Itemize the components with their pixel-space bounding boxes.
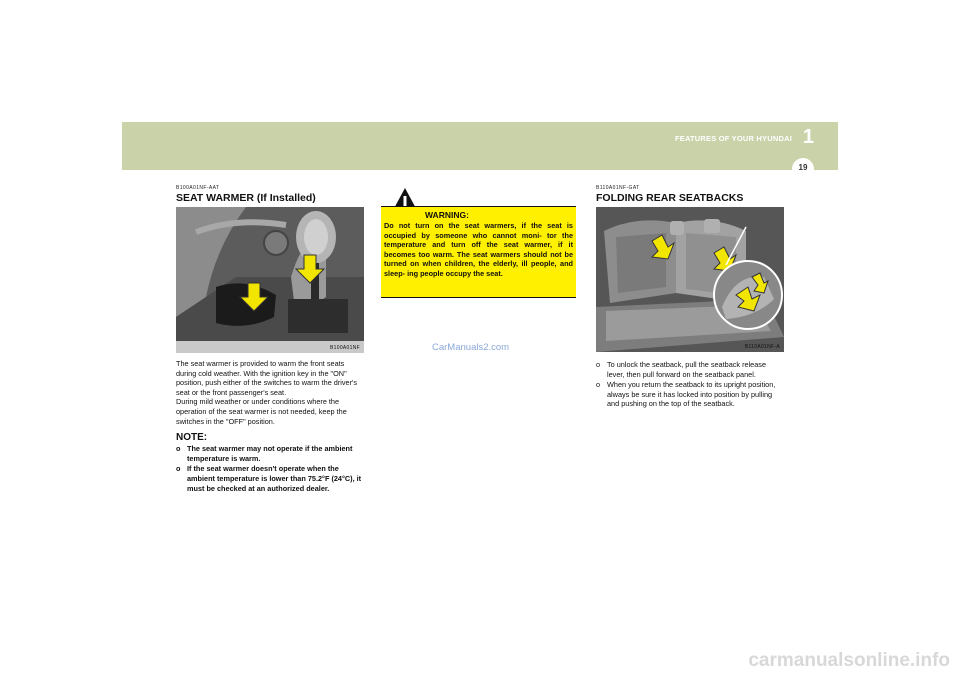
list-item-text: When you return the seatback to its upright position, always be sure it has locked into position by pulling and pushing on the top of the seatback. xyxy=(607,380,776,409)
instruction-list xyxy=(596,360,784,409)
seat-warmer-figure xyxy=(176,207,364,353)
list-item xyxy=(596,380,784,409)
body-paragraph: During mild weather or under conditions where the operation of the seat warmer is not needed, keep the switches in the "OFF" position. xyxy=(176,397,347,426)
seat-warmer-illustration xyxy=(176,207,364,353)
page-number-tab xyxy=(792,158,814,180)
warning-text: Do not turn on the seat warmers, if the seat is occupied by someone who cannot moni- tor the temperature and turn off the seat warmer, if it becomes too warm. The seat warmers should not be turned on when children, the elderly, ill people, and sleep- ing people occupy the seat. xyxy=(384,221,573,278)
bullet-marker: o xyxy=(176,464,181,474)
body-paragraph: The seat warmer is provided to warm the front seats during cold weather. With the ignition key in the "ON" position, push either of the switches to warm the driver's seat or the front passenger's seat. xyxy=(176,359,358,397)
note-title: NOTE: xyxy=(176,432,208,444)
list-item xyxy=(176,464,364,493)
body-text xyxy=(176,359,364,426)
note-list xyxy=(176,444,364,493)
section-title: SEAT WARMER (If Installed) xyxy=(176,192,316,204)
page-number: 19 xyxy=(798,163,808,172)
seat-warmer-section xyxy=(176,185,364,494)
bullet-marker: o xyxy=(596,380,601,390)
section-code: B110A01NF-GAT xyxy=(596,185,640,191)
chapter-header-band xyxy=(122,122,838,170)
list-item-text: To unlock the seatback, pull the seatback release lever, then pull forward on the seatback panel. xyxy=(607,360,767,379)
list-item xyxy=(596,360,784,379)
section-code: B100A01NF-AAT xyxy=(176,185,220,191)
rear-seat-illustration xyxy=(596,207,784,352)
bullet-marker: o xyxy=(596,360,601,369)
footer-watermark: carmanualsonline.info xyxy=(748,650,950,671)
rear-seat-figure xyxy=(596,207,784,352)
chapter-title: FEATURES OF YOUR HYUNDAI xyxy=(674,134,792,143)
figure-code: B100A01NF xyxy=(330,345,360,351)
chapter-number: 1 xyxy=(802,126,814,148)
warning-title: WARNING: xyxy=(425,210,469,220)
figure-code: B110A01NF-A xyxy=(744,344,780,350)
bullet-marker: o xyxy=(176,444,181,454)
list-item-text: If the seat warmer doesn't operate when the ambient temperature is lower than 75.2°F (24°C), it must be checked at an authorized dealer. xyxy=(187,464,362,493)
site-watermark[interactable]: CarManuals2.com xyxy=(432,342,510,353)
warning-box xyxy=(381,206,576,298)
list-item xyxy=(176,444,364,463)
list-item-text: The seat warmer may not operate if the ambient temperature is warm. xyxy=(187,444,353,463)
folding-seatbacks-section xyxy=(596,185,784,410)
section-title: FOLDING REAR SEATBACKS xyxy=(596,192,744,204)
